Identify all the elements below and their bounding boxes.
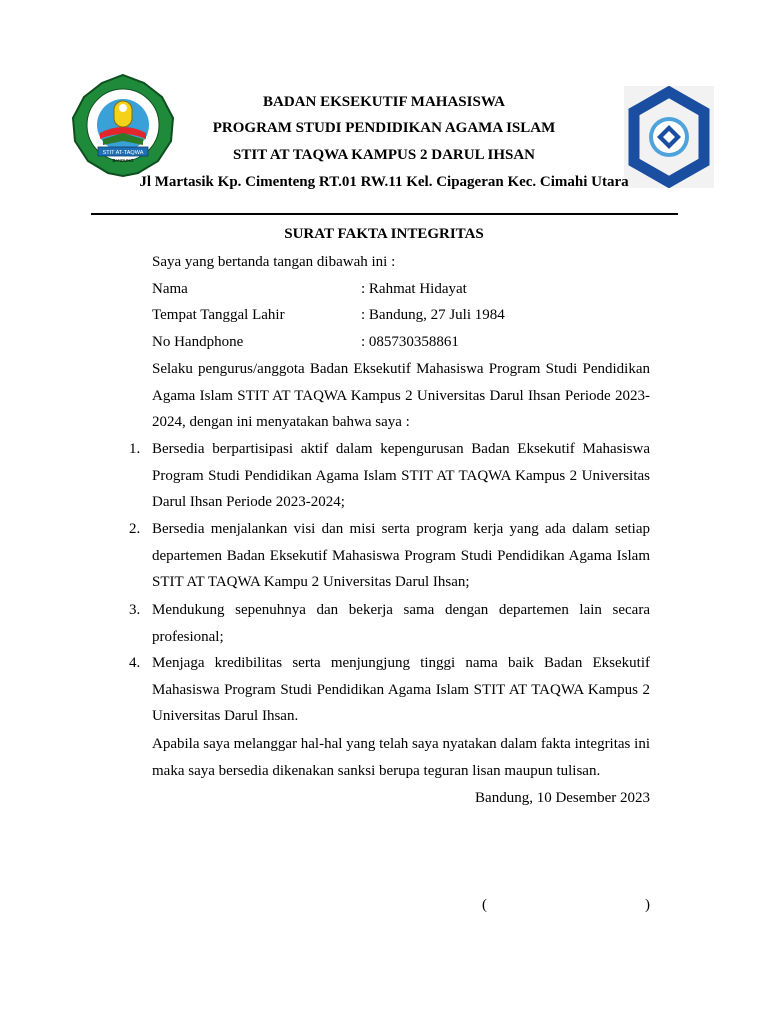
- header-address: Jl Martasik Kp. Cimenteng RT.01 RW.11 Kel. Cipageran Kec. Cimahi Utara: [139, 174, 629, 190]
- signature-open-paren: (: [482, 897, 487, 913]
- svg-text:BANDUNG: BANDUNG: [112, 158, 134, 163]
- list-item-text: Menjaga kredibilitas serta menjungjung tinggi nama baik Badan Eksekutif Mahasiswa Program Studi Pendidikan Agama Islam STIT AT TAQWA Kampus 2 Universitas Darul Ihsan.: [152, 655, 650, 725]
- field-label-phone: No Handphone: [152, 334, 244, 350]
- field-label-birth: Tempat Tanggal Lahir: [152, 307, 285, 323]
- svg-text:STIT AT-TAQWA: STIT AT-TAQWA: [102, 150, 144, 156]
- list-item-number: 1.: [129, 441, 141, 457]
- header-line-organization: BADAN EKSEKUTIF MAHASISWA: [263, 94, 505, 110]
- document-title: SURAT FAKTA INTEGRITAS: [284, 226, 484, 242]
- list-item-text: Bersedia berpartisipasi aktif dalam kepengurusan Badan Eksekutif Mahasiswa Program Studi Pendidikan Agama Islam STIT AT TAQWA Kampus 2 Universitas Darul Ihsan Periode 2023-2024;: [152, 441, 650, 511]
- intro-text: Saya yang bertanda tangan dibawah ini :: [152, 254, 396, 270]
- list-item-number: 2.: [129, 521, 141, 537]
- place-date: Bandung, 10 Desember 2023: [475, 790, 650, 806]
- list-item-text: Mendukung sepenuhnya dan bekerja sama dengan departemen lain secara profesional;: [152, 602, 650, 645]
- field-value-birth: : Bandung, 27 Juli 1984: [361, 307, 505, 323]
- field-label-name: Nama: [152, 281, 188, 297]
- statement-paragraph: Selaku pengurus/anggota Badan Eksekutif Mahasiswa Program Studi Pendidikan Agama Islam STIT AT TAQWA Kampus 2 Universitas Darul Ihsan Periode 2023-2024, dengan ini menyatakan bahwa saya :: [152, 361, 650, 431]
- header-divider: [91, 213, 678, 215]
- list-item-text: Bersedia menjalankan visi dan misi serta program kerja yang ada dalam setiap departemen Badan Eksekutif Mahasiswa Program Studi Pendidikan Agama Islam STIT AT TAQWA Kampu 2 Universitas Darul Ihsan;: [152, 521, 650, 591]
- list-item-number: 4.: [129, 655, 141, 671]
- field-value-name: : Rahmat Hidayat: [361, 281, 467, 297]
- field-value-phone: : 085730358861: [361, 334, 459, 350]
- closing-paragraph: Apabila saya melanggar hal-hal yang telah saya nyatakan dalam fakta integritas ini maka saya bersedia dikenakan sanksi berupa teguran lisan maupun tulisan.: [152, 736, 650, 779]
- list-item-number: 3.: [129, 602, 141, 618]
- signature-close-paren: ): [645, 897, 650, 913]
- header-line-campus: STIT AT TAQWA KAMPUS 2 DARUL IHSAN: [232, 147, 536, 163]
- header-line-program: PROGRAM STUDI PENDIDIKAN AGAMA ISLAM: [212, 120, 556, 136]
